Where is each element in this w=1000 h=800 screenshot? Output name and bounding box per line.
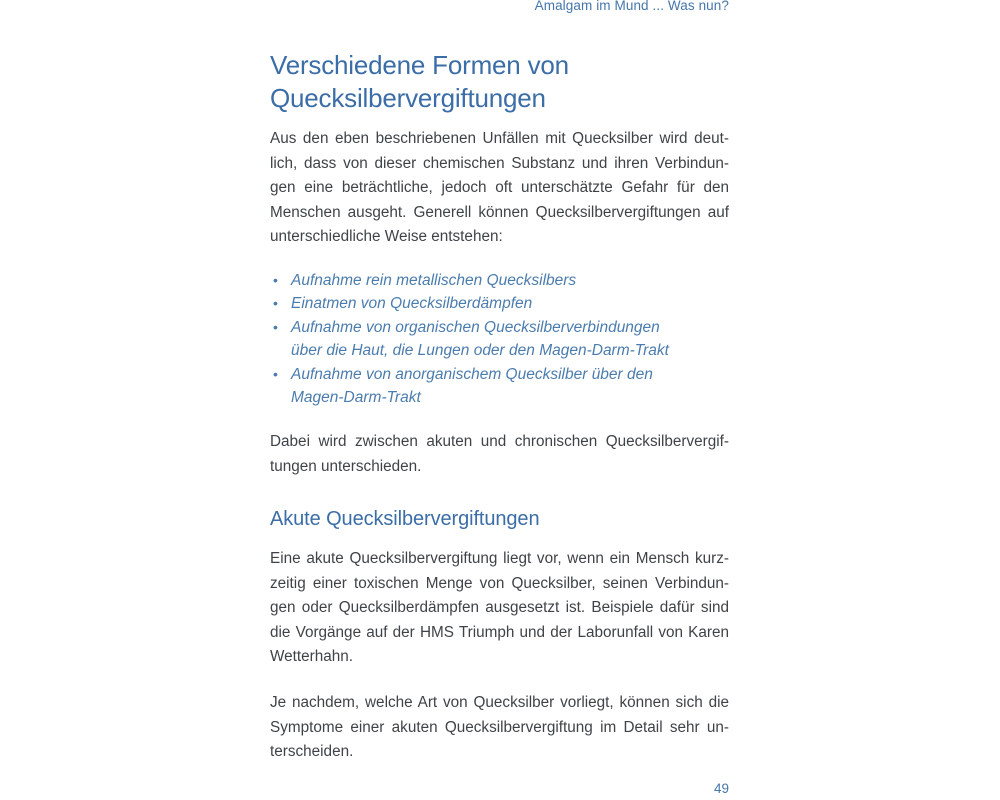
bullet-icon: •: [273, 295, 278, 312]
bullet-icon: •: [273, 365, 278, 382]
list-item: [270, 292, 729, 315]
intro-paragraph: Aus den eben beschriebenen Unfällen mit Quecksilber wird deut- lich, dass von dieser chemischen Substanz und ihren Verbindun- gen eine beträchtliche, jedoch oft unterschätzte Gefahr für den Menschen ausgeht. Generell können Quecksilbervergiftungen auf unterschiedliche Weise entstehen:: [270, 130, 729, 246]
running-header: Amalgam im Mund ... Was nun?: [534, 0, 729, 13]
list-item-text: Einatmen von Quecksilberdämpfen: [291, 295, 533, 313]
list-item: [270, 363, 729, 410]
middle-paragraph: Dabei wird zwischen akuten und chronischen Quecksilbervergif- tungen unterschieden.: [270, 433, 729, 475]
list-item: [270, 316, 729, 363]
list-item-text: Aufnahme rein metallischen Quecksilbers: [291, 272, 577, 289]
list-item-text: Aufnahme von anorganischem Quecksilber über den Magen-Darm-Trakt: [291, 365, 653, 407]
page-number: 49: [713, 781, 729, 796]
exposure-bullet-list: [270, 269, 729, 409]
acute-paragraph: Eine akute Quecksilbervergiftung liegt vor, wenn ein Mensch kurz- zeitig einer toxischen Menge von Quecksilber, seinen Verbindun- gen oder Quecksilberdämpfen ausgesetzt ist. Beispiele dafür sind die Vorgänge auf der HMS Triumph und der Laborunfall von Karen Wetterhahn.: [270, 550, 729, 666]
list-item-text: Aufnahme von organischen Quecksilberverbindungen über die Haut, die Lungen oder den Magen-Darm-Trakt: [291, 318, 669, 360]
list-item: [270, 269, 729, 292]
bullet-icon: •: [273, 318, 278, 335]
bullet-icon: •: [273, 272, 278, 288]
page-title: Verschiedene Formen von Quecksilbervergiftungen: [270, 50, 569, 113]
section-heading: Akute Quecksilbervergiftungen: [270, 508, 540, 530]
closing-paragraph: Je nachdem, welche Art von Quecksilber vorliegt, können sich die Symptome einer akuten Quecksilbervergiftung im Detail sehr un- terscheiden.: [270, 694, 729, 761]
